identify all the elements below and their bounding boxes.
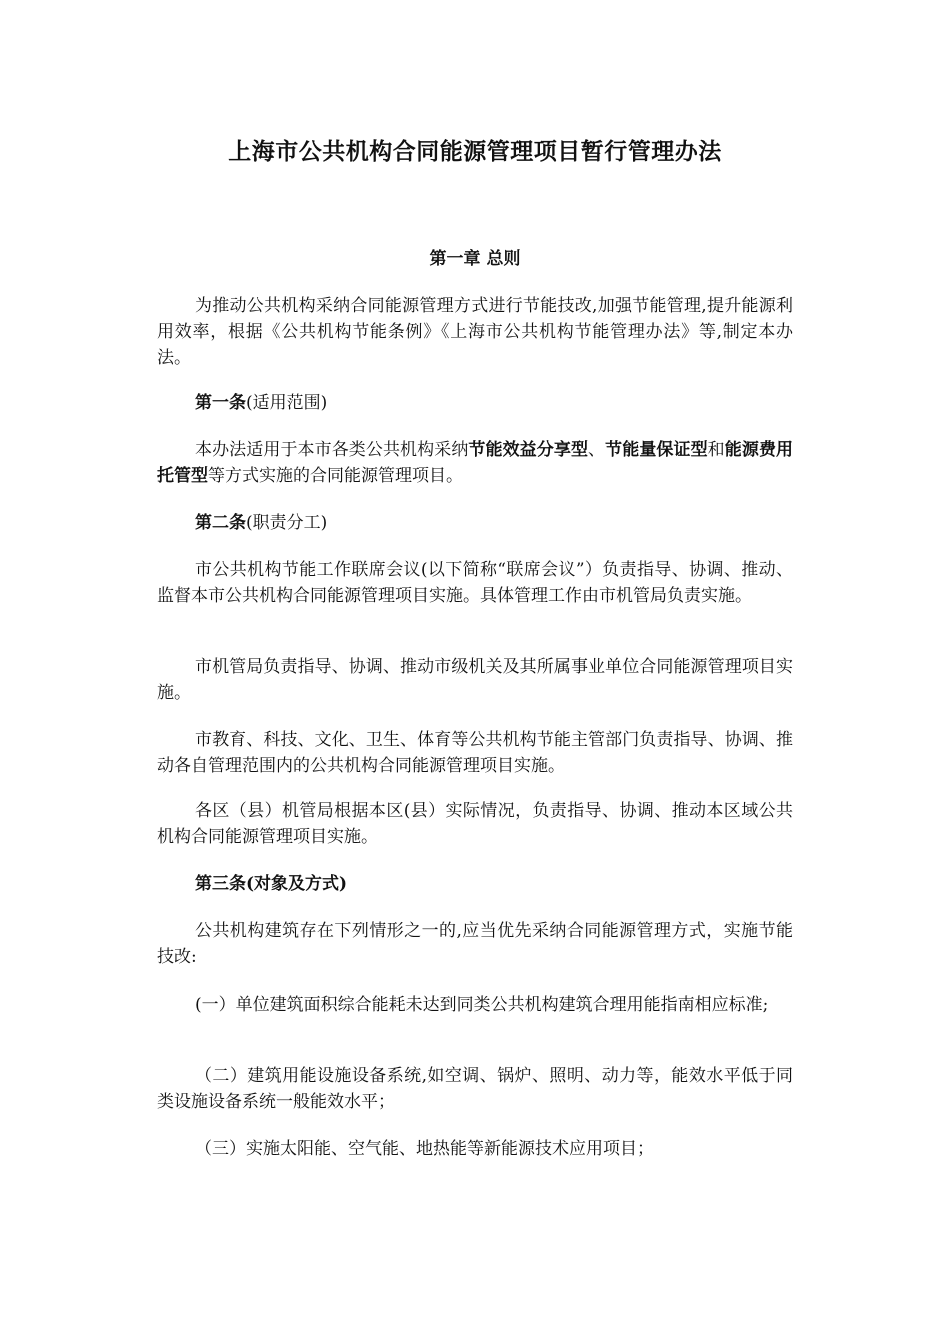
article-3-item: (一）单位建筑面积综合能耗未达到同类公共机构建筑合理用能指南相应标准; — [195, 995, 769, 1015]
article-1-label: 第一条 — [195, 393, 246, 413]
article-3-intro: 公共机构建筑存在下列情形之一的,应当优先采纳合同能源管理方式，实施节能技改: — [157, 921, 793, 967]
intro-paragraph: 为推动公共机构采纳合同能源管理方式进行节能技改,加强节能管理,提升能源利用效率，根据《公共机构节能条例》《上海市公共机构节能管理办法》等,制定本办法。 — [157, 296, 793, 368]
article-1-text: 等方式实施的合同能源管理项目。 — [208, 466, 463, 486]
article-3-item: （三）实施太阳能、空气能、地热能等新能源技术应用项目； — [195, 1139, 654, 1159]
article-2-label: 第二条 — [195, 513, 246, 533]
article-1-heading — [157, 390, 793, 416]
article-1-text: 和 — [707, 440, 725, 460]
article-2-paragraph: 市公共机构节能工作联席会议(以下简称“联席会议”）负责指导、协调、推动、监督本市公共机构合同能源管理项目实施。具体管理工作由市机管局负责实施。 — [157, 560, 793, 606]
article-2-paragraph: 市教育、科技、文化、卫生、体育等公共机构节能主管部门负责指导、协调、推动各自管理范围内的公共机构合同能源管理项目实施。 — [157, 730, 793, 776]
article-3-heading: 第三条(对象及方式) — [195, 874, 348, 894]
document-title: 上海市公共机构合同能源管理项目暂行管理办法 — [228, 138, 722, 165]
article-1-body — [157, 437, 793, 489]
chapter-heading: 第一章 总则 — [429, 249, 521, 269]
article-3-item: （二）建筑用能设施设备系统,如空调、锅炉、照明、动力等，能效水平低于同类设施设备系统一般能效水平； — [157, 1066, 793, 1112]
term-benefit-sharing: 节能效益分享型 — [468, 440, 589, 460]
article-1-text: 本办法适用于本市各类公共机构采纳 — [195, 440, 469, 460]
article-1-topic: (适用范围) — [246, 393, 328, 413]
article-1-text: 、 — [588, 440, 606, 460]
article-2-paragraph: 市机管局负责指导、协调、推动市级机关及其所属事业单位合同能源管理项目实施。 — [157, 657, 793, 703]
article-2-topic: (职责分工) — [246, 513, 328, 533]
term-energy-cost-trusteeship: 能源费用托管型 — [157, 440, 794, 486]
article-2-heading — [157, 510, 793, 536]
article-2-paragraph: 各区（县）机管局根据本区(县）实际情况，负责指导、协调、推动本区域公共机构合同能源管理项目实施。 — [157, 801, 793, 847]
term-savings-guarantee: 节能量保证型 — [605, 440, 708, 460]
